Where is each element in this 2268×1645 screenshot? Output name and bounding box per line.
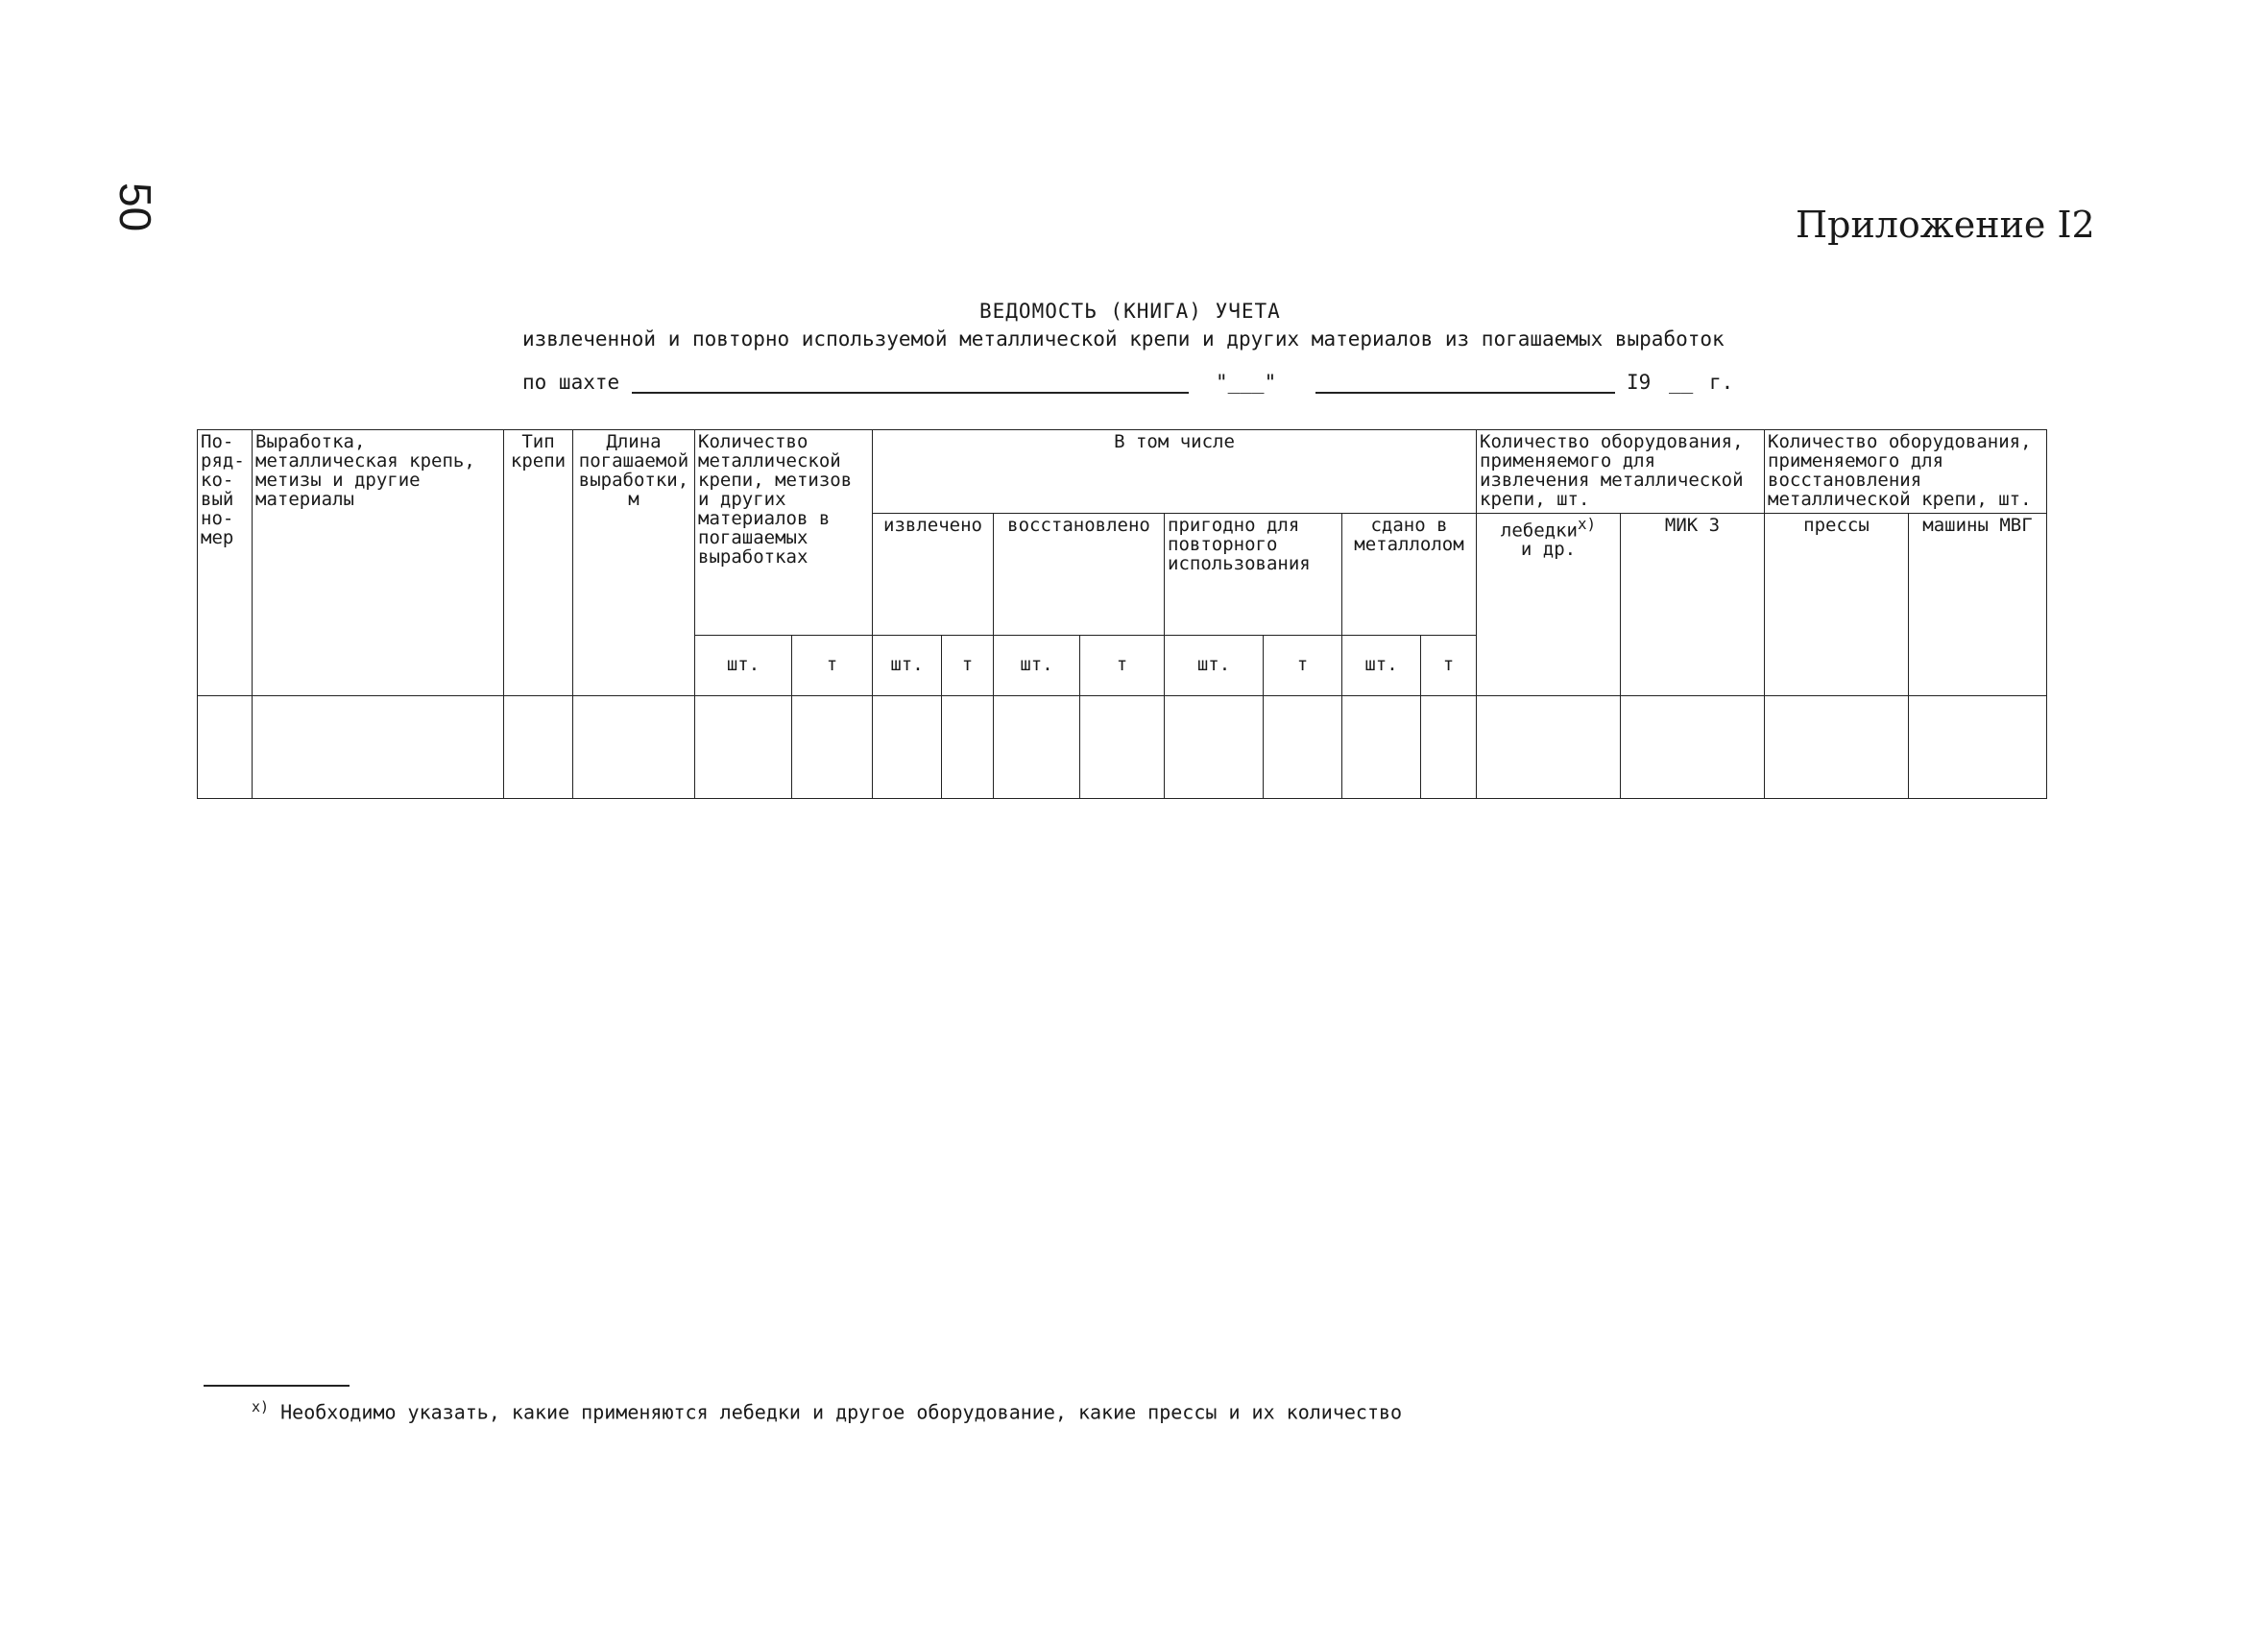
table-cell bbox=[198, 695, 253, 798]
unit-pcs: шт. bbox=[1165, 635, 1264, 695]
winches-label: лебедки bbox=[1500, 520, 1578, 542]
table-cell bbox=[1421, 695, 1477, 798]
mine-name-blank bbox=[632, 392, 1189, 394]
table-cell bbox=[1621, 695, 1765, 798]
table-cell bbox=[1080, 695, 1165, 798]
table-cell bbox=[253, 695, 504, 798]
header-row-1 bbox=[198, 430, 2047, 514]
col-working: Выработка, металлическая крепь, метизы и другие материалы bbox=[253, 430, 504, 696]
col-equip-extract: Количество оборудования, применяемого для извлечения металлической крепи, шт. bbox=[1477, 430, 1765, 514]
unit-pcs: шт. bbox=[695, 635, 792, 695]
col-presses: прессы bbox=[1765, 513, 1909, 695]
date-month-blank bbox=[1315, 392, 1615, 394]
page-number: 50 bbox=[110, 182, 160, 232]
table-cell bbox=[1765, 695, 1909, 798]
col-reusable: пригодно для повторного использования bbox=[1165, 513, 1342, 635]
winches-footnote-mark: x) bbox=[1578, 514, 1597, 533]
table-cell bbox=[1165, 695, 1264, 798]
unit-pcs: шт. bbox=[994, 635, 1080, 695]
col-including: В том числе bbox=[873, 430, 1477, 514]
unit-t: т bbox=[942, 635, 994, 695]
year-prefix: I9 bbox=[1627, 371, 1652, 394]
col-order-no: По-ряд-ко-вый но-мер bbox=[198, 430, 253, 696]
unit-pcs: шт. bbox=[1342, 635, 1421, 695]
unit-t: т bbox=[792, 635, 873, 695]
mine-label: по шахте bbox=[522, 371, 620, 394]
footnote-text: Необходимо указать, какие применяются лебедки и другое оборудование, какие прессы и их количество bbox=[280, 1400, 1403, 1424]
col-type: Тип крепи bbox=[504, 430, 573, 696]
col-mik: МИК 3 bbox=[1621, 513, 1765, 695]
unit-t: т bbox=[1264, 635, 1342, 695]
mine-date-line bbox=[522, 371, 1734, 399]
table-cell bbox=[994, 695, 1080, 798]
table-cell bbox=[792, 695, 873, 798]
table-cell bbox=[1342, 695, 1421, 798]
year-blank: __ bbox=[1669, 371, 1694, 394]
table-cell bbox=[504, 695, 573, 798]
table-cell bbox=[695, 695, 792, 798]
unit-pcs: шт. bbox=[873, 635, 942, 695]
footnote-separator bbox=[204, 1385, 350, 1387]
year-suffix: г. bbox=[1709, 371, 1734, 394]
table-cell bbox=[573, 695, 695, 798]
col-length: Длина погашаемой выработки, м bbox=[573, 430, 695, 696]
document-title: ВЕДОМОСТЬ (КНИГА) УЧЕТА bbox=[979, 300, 1281, 323]
table-cell bbox=[942, 695, 994, 798]
unit-t: т bbox=[1080, 635, 1165, 695]
footnote bbox=[252, 1398, 1402, 1424]
table-row bbox=[198, 695, 2047, 798]
ledger-table bbox=[197, 429, 2047, 799]
table-cell bbox=[1909, 695, 2047, 798]
col-mvg: машины МВГ bbox=[1909, 513, 2047, 695]
unit-t: т bbox=[1421, 635, 1477, 695]
appendix-label: Приложение I2 bbox=[1796, 204, 2095, 246]
table-cell bbox=[1264, 695, 1342, 798]
date-day-blank: "___" bbox=[1216, 371, 1277, 394]
col-equip-restore: Количество оборудования, применяемого для восстановления металлической крепи, шт. bbox=[1765, 430, 2047, 514]
document-subtitle: извлеченной и повторно используемой металлической крепи и других материалов из погашаемых выработок bbox=[522, 327, 1725, 351]
col-winches bbox=[1477, 513, 1621, 695]
col-restored: восстановлено bbox=[994, 513, 1165, 635]
table-cell bbox=[1477, 695, 1621, 798]
table-cell bbox=[873, 695, 942, 798]
winches-more: и др. bbox=[1520, 539, 1577, 561]
col-quantity: Количество металлической крепи, метизов и других материалов в погашаемых выработках bbox=[695, 430, 873, 636]
col-extracted: извлечено bbox=[873, 513, 994, 635]
footnote-mark: x) bbox=[252, 1398, 270, 1415]
col-scrap: сдано в металлолом bbox=[1342, 513, 1477, 635]
